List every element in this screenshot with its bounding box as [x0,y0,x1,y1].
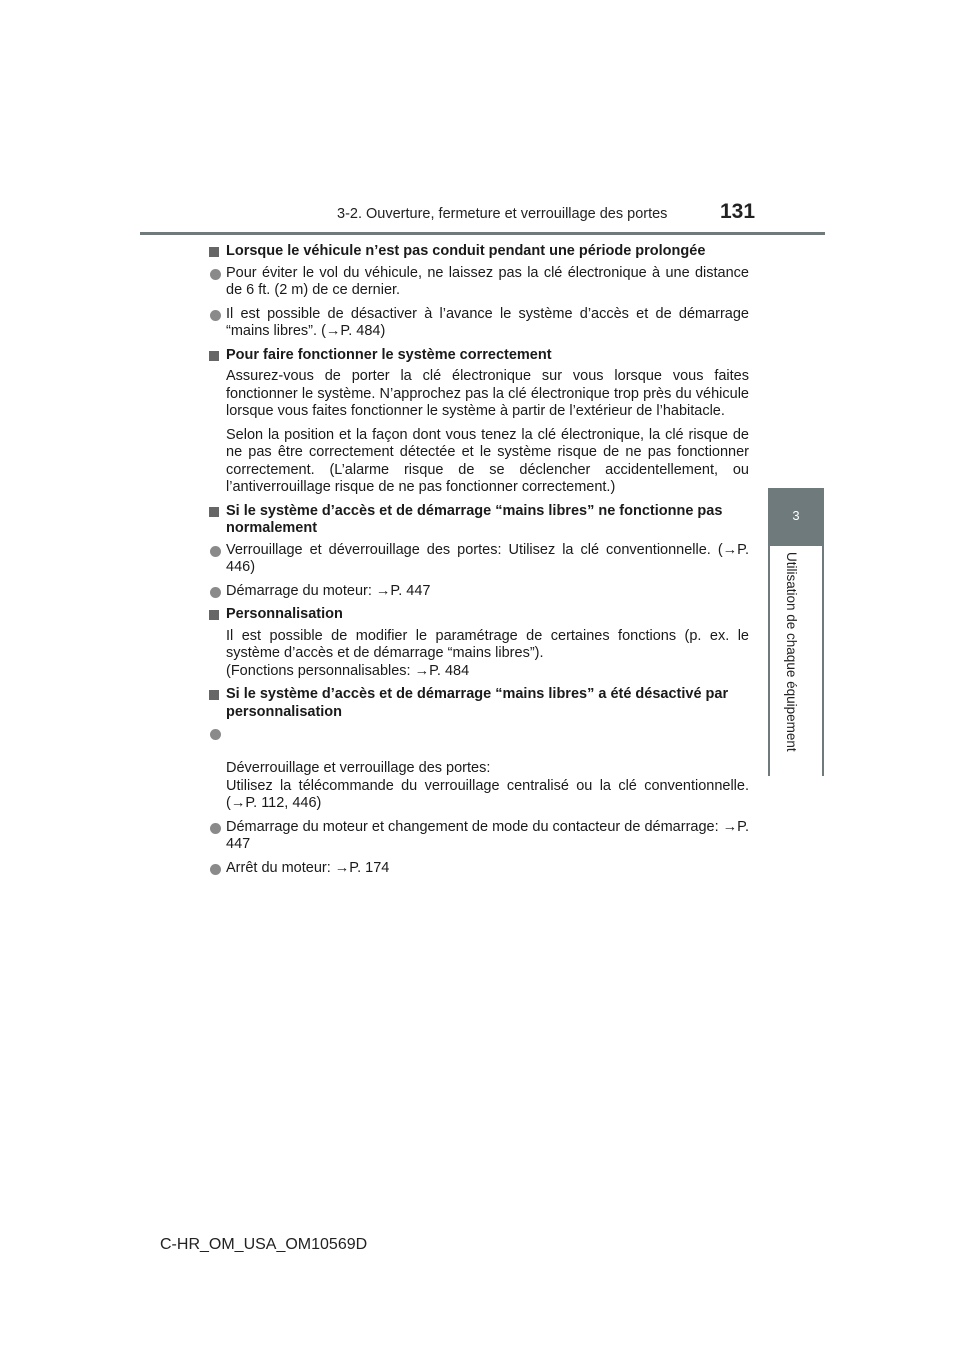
list-item [209,819,749,854]
list-item-text: Déverrouillage et verrouillage des portes: Utilisez la télécommande du verrouillage centralisé ou la clé conventionnelle. (→P. 112, 446) [226,760,749,811]
round-bullet-icon [210,823,221,834]
section-title-text: Si le système d’accès et de démarrage “mains libres” a été désactivé par personnalisation [226,686,729,720]
square-bullet-icon [209,351,219,361]
section-malfunction [209,503,749,601]
square-bullet-icon [209,247,219,257]
round-bullet-icon [210,310,221,321]
list-item-text: Arrêt du moteur: →P. 174 [226,859,390,876]
list-item-text: Pour éviter le vol du véhicule, ne laissez pas la clé électronique à une distance de 6 ft. (2 m) de ce dernier. [226,264,749,298]
list-item [209,306,749,341]
chapter-title: Utilisation de chaque équipement [784,552,799,752]
chapter-number: 3 [792,508,800,523]
chapter-tab[interactable] [768,488,824,546]
header-section-title: 3-2. Ouverture, fermeture et verrouillage des portes [337,206,668,222]
list-item-text: Verrouillage et déverrouillage des portes: Utilisez la clé conventionnelle. (→P. 446) [226,541,749,575]
section-title-text: Si le système d’accès et de démarrage “mains libres” ne fonctionne pas normalement [226,502,723,536]
round-bullet-icon [210,546,221,557]
round-bullet-icon [210,269,221,280]
paragraph: Il est possible de modifier le paramétrage de certaines fonctions (p. ex. le système d’accès et de démarrage “mains libres”). [226,627,749,661]
paragraph: Assurez-vous de porter la clé électronique sur vous lorsque vous faites fonctionner le système. N’approchez pas la clé électronique trop près du véhicule lorsque vous faites fonctionner le système à partir de l’extérieur de l’habitacle. [226,368,749,419]
section-title-text: Pour faire fonctionner le système correctement [226,346,552,363]
round-bullet-icon [210,864,221,875]
header-rule [140,232,825,235]
section-disabled [209,686,749,877]
section-title [209,347,749,365]
page-number: 131 [720,200,756,223]
square-bullet-icon [209,507,219,517]
paragraph: (Fonctions personnalisables: →P. 484 [226,662,470,679]
section-title-text: Lorsque le véhicule n’est pas conduit pendant une période prolongée [226,243,706,259]
section-title-text: Personnalisation [226,606,343,622]
round-bullet-icon [210,587,221,598]
section-long-parking [209,243,749,341]
list-item-text: Démarrage du moteur et changement de mode du contacteur de démarrage: →P. 447 [226,818,749,852]
list-item [209,725,749,813]
list-item [209,583,749,601]
section-title [209,606,749,624]
list-item [209,860,749,878]
list-item [209,265,749,300]
page-content [209,243,749,883]
list-item-text: Démarrage du moteur: →P. 447 [226,582,431,599]
document-code: C-HR_OM_USA_OM10569D [160,1236,368,1253]
list-item-text: Il est possible de désactiver à l’avance le système d’accès et de démarrage “mains libres”. (→P. 484) [226,305,749,339]
section-customization [209,606,749,680]
square-bullet-icon [209,610,219,620]
square-bullet-icon [209,690,219,700]
section-title [209,686,749,721]
list-item [209,542,749,577]
section-correct-operation [209,347,749,497]
section-title [209,503,749,538]
section-title [209,243,749,261]
round-bullet-icon [210,729,221,740]
paragraph: Selon la position et la façon dont vous tenez la clé électronique, la clé risque de ne pas être correctement détectée et le système risque de ne pas fonctionner correctement. (L’alarme risque de se déclencher accidentellement, ou l’antiverrouillage risque de ne pas fonctionner correctement.) [226,426,749,495]
